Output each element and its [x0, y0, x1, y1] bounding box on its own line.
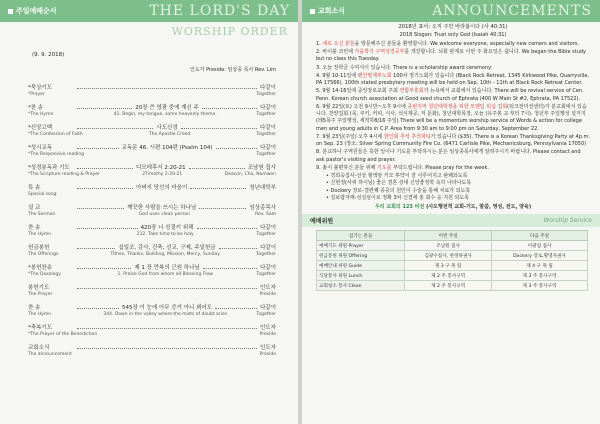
order-item-leader: 다같이 — [260, 225, 277, 231]
order-item-title: 봉헌기도 — [28, 285, 50, 291]
order-item-detail: 아버지 당신의 마음이 — [136, 185, 188, 191]
order-item — [28, 83, 276, 97]
dotted-leader — [77, 145, 119, 149]
order-item-english — [28, 172, 276, 177]
order-item-leader-en: Together — [256, 252, 276, 257]
dotted-leader — [190, 185, 246, 189]
order-item — [28, 183, 276, 197]
announcement-item — [316, 65, 590, 72]
prayer-text: 신현정(사위 하이님) 좋은 결혼 상대 신앙좋정학 속히 나타나도록 — [330, 180, 472, 187]
order-item-main — [28, 123, 276, 131]
order-item-main — [28, 183, 276, 191]
announcement-text-rest: 를 개강합니다. 뇌회 관계로 이번 주 화요일은 쉽니다. We began the Bible study but no class this Tuesday. — [316, 49, 587, 63]
order-item-leader: 다같이 — [260, 105, 277, 111]
order-item-leader: 인도자 — [260, 345, 276, 351]
preside-line: 인도자 Preside: 임상종 목사 Rev. Lim — [190, 67, 276, 73]
announcement-text-rest: 부탁드립니다. Please pray for the week. — [391, 164, 489, 171]
order-item-title: 찬 송 — [28, 225, 41, 231]
assignee-cell: 조남원 집사 — [405, 241, 492, 251]
order-item-leader-en: Together — [256, 272, 276, 277]
order-item — [28, 123, 276, 137]
order-item-english — [28, 272, 276, 277]
dotted-leader — [77, 185, 133, 189]
role-cell: 헌금봉헌 위원 Offering — [317, 251, 405, 261]
announcement-list — [316, 41, 590, 172]
order-item-leader-en: Preside — [259, 352, 276, 357]
announcement-highlight: 가을학기 구역성경공부 — [354, 49, 405, 56]
order-item-title-en: Special song — [28, 192, 57, 197]
order-item-leader-en: Together — [256, 152, 276, 157]
order-item — [28, 283, 276, 297]
order-item-leader-en: Together — [256, 112, 276, 117]
order-item-leader-en: Preside — [259, 332, 276, 337]
announcement-item — [316, 165, 590, 172]
order-item-title-en: *Prayer — [28, 92, 45, 97]
order-item-main — [28, 243, 276, 251]
dotted-leader — [77, 265, 131, 269]
order-item-detail: 420장 너 성결키 위해 — [140, 225, 194, 231]
table-row — [317, 261, 588, 271]
order-item-title-en: *The Hymn — [28, 112, 54, 117]
order-item-english — [28, 352, 276, 357]
dotted-leader — [203, 265, 257, 269]
order-item-leader-en: Together — [256, 92, 276, 97]
prayer-text: 김보람자매-성실심이로 정확 3차 신결에 홍 회수 응 지원 되도록 — [330, 194, 469, 201]
page-subtitle: WORSHIP ORDER — [171, 25, 288, 38]
order-item-leader: 다같이 — [260, 85, 276, 91]
order-item — [28, 263, 276, 277]
worship-order-page — [0, 0, 298, 424]
order-item-title-en: *The Confession of Faith — [28, 132, 83, 137]
service-header: 예배위원 Worship Service — [302, 214, 600, 227]
prayer-item — [326, 188, 590, 195]
table-row — [317, 281, 588, 291]
order-item-leader-en: Preside — [259, 292, 276, 297]
announcement-text-rest: 100차 정기노회가 있습니다 (Black Rock Retreat, 1345 Kirkwood Pike, Quarryville, PA 17566). 100th stated presbytery meeting will be held on Sep. 10th - 11th at Black Rock Retreat Center. — [316, 72, 589, 87]
assignee-cell: 제 4 구 목 팀 — [492, 261, 588, 271]
role-cell: 예배기도 위원 Prayer — [317, 241, 405, 251]
church-vision: 우리 교회의 123 비전 (사도행전적 교회-기도, 말씀, 영성, 전도, 양육) — [374, 204, 532, 211]
announcement-text: 4. 9월 10-11일에 — [316, 72, 358, 79]
dotted-leader — [77, 245, 115, 249]
order-item-leader-en: Rev. Sam — [255, 212, 276, 217]
order-item-detail-en: 2Timothy 2:20-21 — [142, 172, 183, 177]
dotted-leader — [199, 205, 246, 209]
announcements-page — [302, 0, 600, 424]
assignee-cell: 이광섭 집사 — [492, 241, 588, 251]
order-item-title: *봉헌찬송 — [28, 265, 53, 271]
order-item-title: 설 교 — [28, 205, 41, 211]
bullet-icon: • — [326, 194, 331, 201]
order-item — [28, 143, 276, 157]
section-label: 주일예배순서 — [8, 6, 57, 16]
order-item-english — [28, 112, 276, 117]
dotted-leader — [77, 225, 138, 229]
order-item-leader: 다같이 — [260, 245, 277, 251]
order-item-english — [28, 132, 276, 137]
order-item-title-en: The announcement — [28, 352, 72, 357]
order-item-english — [28, 312, 276, 317]
order-item-detail: 깨끗한 사람을 쓰시는 하나님 — [127, 205, 197, 211]
section-label: 교회소식 — [310, 6, 345, 16]
announcement-text: 2. 바이블 코린에 — [316, 49, 355, 56]
dotted-leader — [77, 125, 153, 129]
order-item-title: *축복기도 — [28, 325, 53, 331]
order-item-detail-en — [74, 352, 260, 357]
dotted-leader — [189, 165, 245, 169]
order-item-title: *찬 송 — [28, 105, 44, 111]
dotted-leader — [77, 205, 124, 209]
order-item-detail: 십일조, 감사, 건축, 선교, 구제, 주일헌금 — [118, 245, 216, 251]
page-title: ANNOUNCEMENTS — [432, 3, 592, 19]
order-item-detail: 사도신경 — [156, 125, 178, 131]
service-table — [316, 230, 588, 291]
order-item-title-en: *The Prayer of the Benediction — [28, 332, 98, 337]
order-item-title-en: The Hymn — [28, 312, 52, 317]
order-item-title-en: *The Doxology — [28, 272, 61, 277]
announcement-highlight: 중왼지역 청년대학생을 위한 모멘텀 워십 집회 — [407, 103, 508, 110]
dotted-leader — [77, 285, 257, 289]
service-date: (9. 9. 2018) — [32, 52, 65, 58]
order-item-leader-en: Together — [256, 232, 276, 237]
announcement-item — [316, 41, 590, 48]
order-item-title: *신앙고백 — [28, 125, 53, 131]
order-item-leader-en: Together — [256, 312, 276, 317]
order-item-detail-en: The Apostle Creed — [148, 132, 191, 137]
order-item-title: 특 송 — [28, 185, 41, 191]
announcement-item — [316, 134, 590, 149]
announcement-text: 8. 분교하나 구역원들은 혹한 일이나 기도를 부탁하시는 분은 임상종목사에게 알려주시기 바랍니다. Please contact and ask pastor's visiting and prayer. — [316, 149, 581, 163]
order-item-leader: 인도자 — [260, 325, 276, 331]
order-item-title: 헌금봉헌 — [28, 245, 50, 251]
worship-header — [0, 0, 298, 22]
order-list — [28, 83, 276, 357]
order-item-main — [28, 223, 276, 231]
table-header-row — [317, 231, 588, 241]
page-title: THE LORD'S DAY — [149, 3, 290, 19]
order-item-detail-en — [97, 332, 259, 337]
table-row — [317, 271, 588, 281]
order-item-title-en: *The Scripture reading & Prayer — [28, 172, 100, 177]
assignee-cell: 제 2 주 봉사구역 — [405, 281, 492, 291]
order-item-main — [28, 143, 276, 151]
order-item-main — [28, 163, 276, 171]
announcement-text-rest: 가 뉴욕에서 교회에서 있습니다. There will be revival service of Cen. Penn. Korean church association at Good seed church of Ephrata (400 W Main St #2, Ephrata, PA 17522). — [316, 88, 584, 102]
assignee-cell: Dockery 장로,황영자권사 — [492, 251, 588, 261]
order-item-leader: 청년대학부 — [249, 185, 276, 191]
order-item-detail-en: 212. Take time to be holy — [136, 232, 194, 237]
announcement-item — [316, 149, 590, 164]
slogan-korean: 2018년 표어: 오직 주만 바라봅시다 (사 40:31) — [398, 24, 508, 30]
order-item-english — [28, 92, 276, 97]
order-item-title: 교회소식 — [28, 345, 50, 351]
dotted-leader — [77, 105, 132, 109]
dotted-leader — [77, 305, 119, 309]
announcement-highlight: 한인회 추석 추석파티 — [383, 133, 431, 140]
announcement-text-rest: (워크전미션센터)가 분교회에서 있습니다. 찬양집회 (묵, 쿠키, 커피, 식사, 석식제공, 저 문화), 청년대학목장, 오늘 (유주봉 교 부터 7시). 청년부 주일행성 설거지 (레5목주 주일행성, 세척하8/16 주일) There will be a momentum worship service of Words & action for college men and young adults in C.P. Area from 9:30 am to 9:00 pm on Saturday, September 22. — [316, 103, 587, 132]
announcement-highlight: 기도를 — [377, 164, 392, 171]
order-item-title-en: *The Responsive reading — [28, 152, 85, 157]
order-item-leader-en: Deacon, Cho, Namwon — [224, 172, 276, 177]
role-cell: 식당봉사 위원 Lunch — [317, 271, 405, 281]
assignee-cell: 김광수집사, 한정하권사 — [405, 251, 492, 261]
order-item-leader-en: Together — [256, 132, 276, 137]
order-item-main — [28, 203, 276, 211]
order-item-detail-en — [74, 92, 256, 97]
dotted-leader — [216, 145, 258, 149]
role-cell: 교회청소 봉사 Clean — [317, 281, 405, 291]
order-item-detail-en: 344. Down in the valley where the mists of doubt arise — [103, 312, 227, 317]
square-icon — [310, 9, 315, 14]
announcement-highlight: 새로 오신 분들 — [322, 40, 355, 47]
order-item-main — [28, 83, 276, 91]
order-item-detail-en: God uses clean person — [138, 212, 191, 217]
role-cell: 예배안내 위원 Guide — [317, 261, 405, 271]
order-item-title: *묵상기도 — [28, 85, 53, 91]
announcement-item — [316, 88, 590, 103]
dotted-leader — [77, 165, 133, 169]
table-header-cell: 이번 주일 — [405, 231, 492, 241]
prayer-item — [326, 195, 590, 202]
prayer-list — [326, 173, 590, 202]
order-item-title-en: The Sermon — [28, 212, 56, 217]
order-item-english — [28, 232, 276, 237]
order-item-detail-en — [84, 152, 256, 157]
order-item-detail-en: 41. Begin, my tongue, some heavenly theme. — [113, 112, 217, 117]
table-row — [317, 251, 588, 261]
order-item-title-en: The Hymn — [28, 232, 52, 237]
announcement-text: 1. — [316, 40, 323, 47]
dotted-leader — [181, 125, 257, 129]
order-item-title: 찬 송 — [28, 305, 41, 311]
announcement-text-rest: 을 방문해주신 분들을 환영합니다. We welcome everyone, especially new comers and visitors. — [354, 40, 579, 47]
dotted-leader — [197, 225, 258, 229]
table-header-cell: 섬기는 분들 — [317, 231, 405, 241]
table-header-cell: 다음 주일 — [492, 231, 588, 241]
order-item-title: *성경봉독과 기도 — [28, 165, 70, 171]
order-item-detail: 교독문 46. 시편 104편 (Psalm 104) — [121, 145, 213, 151]
order-item-english — [28, 292, 276, 297]
assignee-cell: 제 3 구 목 팀 — [405, 261, 492, 271]
order-item-main — [28, 303, 276, 311]
dotted-leader — [219, 245, 257, 249]
order-item-main — [28, 343, 276, 351]
bullet-icon: • — [326, 187, 331, 194]
order-item-leader: 인도자 — [260, 285, 276, 291]
order-item-main — [28, 103, 276, 111]
announcement-text: 6. 9월 22일(토) 오전 9시반~오후 9시에 — [316, 103, 408, 110]
dotted-leader — [215, 305, 257, 309]
order-item — [28, 223, 276, 237]
announcement-highlight: 연합부흥회 — [399, 88, 424, 95]
order-item-title-en: The Prayer — [28, 292, 53, 297]
dotted-leader — [202, 105, 257, 109]
order-item — [28, 203, 276, 217]
announcement-text: 3. 오늘 장학금 수여식이 있습니다. There is a scholarship award ceremony. — [316, 64, 492, 71]
order-item-leader: 조남원 집사 — [247, 165, 277, 171]
bullet-icon: • — [326, 173, 331, 180]
announcements-header — [302, 0, 600, 22]
announcement-item — [316, 73, 590, 88]
order-item-leader: 다같이 — [260, 125, 276, 131]
order-item-main — [28, 283, 276, 291]
order-item-detail: 디모데후서 2:20-21 — [136, 165, 186, 171]
order-item-detail-en: 1. Praise God from whom all Blessing Flow — [117, 272, 213, 277]
dotted-leader — [77, 345, 257, 349]
order-item-leader: 다같이 — [260, 265, 277, 271]
order-item-title-en: The Offerings — [28, 252, 59, 257]
announcement-text: 5. 9월 14-16일에 중앙장로교회 주최 — [316, 88, 400, 95]
announcement-text-rest: 가 있습니다 ($35). There is a Korean Thanksgiving Party at 4p.m. on Sep. 23 (장소: Silver Spring Community Fire Co. (6471 Carlisle Pike, Mechanicsburg, Pennsylvania 17050) — [316, 133, 590, 148]
order-item-main — [28, 323, 276, 331]
order-item-detail: 제 1 장 만복의 근원 하나님 — [134, 265, 200, 271]
assignee-cell: 제 3 주 봉사구역 — [492, 281, 588, 291]
assignee-cell: 제 2 주 봉사구역 — [405, 271, 492, 281]
announcement-item — [316, 49, 590, 64]
prayer-item — [326, 180, 590, 187]
order-item-leader: 임상종목사 — [249, 205, 276, 211]
bullet-icon: • — [326, 180, 331, 187]
order-item-detail: 545장 이 눈에 아무 증거 아니 뵈어도 — [122, 305, 213, 311]
order-item-detail-en: Tithes, Thanks, Building, Mission, Mercy, Sunday — [110, 252, 220, 257]
announcement-highlight: 펜안필제부노회 — [357, 72, 392, 79]
square-icon — [8, 9, 13, 14]
order-item-english — [28, 212, 276, 217]
announcement-item — [316, 104, 590, 133]
order-item-detail-en — [74, 292, 260, 297]
order-item-english — [28, 332, 276, 337]
announcement-text: 9. 홈이 불편하신 분들 위해 — [316, 164, 378, 171]
table-row — [317, 241, 588, 251]
prayer-text: 경희숙집사-선상 혈액암 키모 투약이 잘 이루어지고 완쾌되도록 — [330, 173, 468, 180]
order-item-detail: 20장 큰 영광 중에 계신 주 — [135, 105, 199, 111]
order-item-title: *성시교독 — [28, 145, 53, 151]
dotted-leader — [77, 85, 257, 89]
order-item — [28, 323, 276, 337]
slogan-english: 2018 Slogan: Trust only God (Isaiah 40:31) — [399, 31, 507, 38]
order-item — [28, 163, 276, 177]
dotted-leader — [77, 325, 257, 329]
order-item-leader: 다같이 — [260, 305, 277, 311]
assignee-cell: 제 3 주 봉사구역 — [492, 271, 588, 281]
order-item-detail-en — [74, 192, 276, 197]
prayer-text: Dockery 장로-결련째 종증의 원인이 수술을 통해 치료가 되도록 — [330, 187, 471, 194]
order-item-english — [28, 152, 276, 157]
order-item — [28, 303, 276, 317]
order-item — [28, 243, 276, 257]
order-item-english — [28, 252, 276, 257]
order-item — [28, 343, 276, 357]
announcement-text: 7. 9월 23일(주일) 오후 4시에 — [316, 133, 384, 140]
order-item-english — [28, 192, 276, 197]
order-item-main — [28, 263, 276, 271]
order-item — [28, 103, 276, 117]
order-item-leader: 다같이 — [260, 145, 277, 151]
